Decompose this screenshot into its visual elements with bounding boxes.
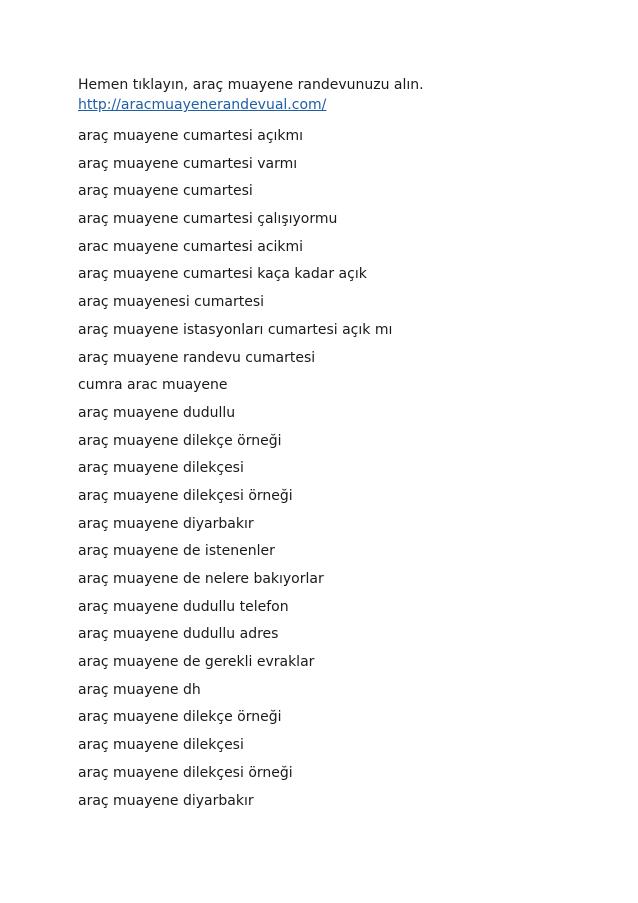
list-item: araç muayenesi cumartesi xyxy=(78,294,264,311)
list-item: araç muayene cumartesi açıkmı xyxy=(78,128,304,144)
list-item: araç muayene de gerekli evraklar xyxy=(78,654,315,671)
list-item: araç muayene cumartesi varmı xyxy=(78,155,298,172)
list-item: araç muayene dilekçe örneği xyxy=(78,432,282,449)
list-item: araç muayene diyarbakır xyxy=(78,792,254,809)
list-item: araç muayene istasyonları cumartesi açık mı xyxy=(78,321,393,338)
document-page xyxy=(78,75,598,815)
list-item: araç muayene de istenenler xyxy=(78,543,275,560)
list-item: araç muayene dilekçesi xyxy=(78,737,244,754)
list-item: araç muayene dudullu xyxy=(78,404,236,421)
list-item: araç muayene diyarbakır xyxy=(78,515,254,532)
list-item: cumra arac muayene xyxy=(78,377,228,394)
list-item: araç muayene dudullu adres xyxy=(78,626,279,643)
list-item: arac muayene cumartesi acikmi xyxy=(78,238,304,255)
list-item: araç muayene dilekçesi örneği xyxy=(78,764,293,781)
list-item: araç muayene dudullu telefon xyxy=(78,598,289,615)
randevu-link[interactable]: http://aracmuayenerandevual.com/ xyxy=(78,97,327,113)
list-item: araç muayene randevu cumartesi xyxy=(78,349,316,366)
list-item: araç muayene de nelere bakıyorlar xyxy=(78,571,324,587)
list-item: araç muayene cumartesi kaça kadar açık xyxy=(78,266,367,283)
list-item: araç muayene cumartesi xyxy=(78,183,253,200)
list-item: araç muayene cumartesi çalışıyormu xyxy=(78,211,338,228)
list-item: araç muayene dilekçe örneği xyxy=(78,709,282,726)
list-item: araç muayene dilekçesi xyxy=(78,460,244,477)
intro-text: Hemen tıklayın, araç muayene randevunuzu alın. xyxy=(78,77,424,93)
list-item: araç muayene dh xyxy=(78,681,201,698)
keyword-list xyxy=(78,123,598,815)
list-item: araç muayene dilekçesi örneği xyxy=(78,487,293,504)
